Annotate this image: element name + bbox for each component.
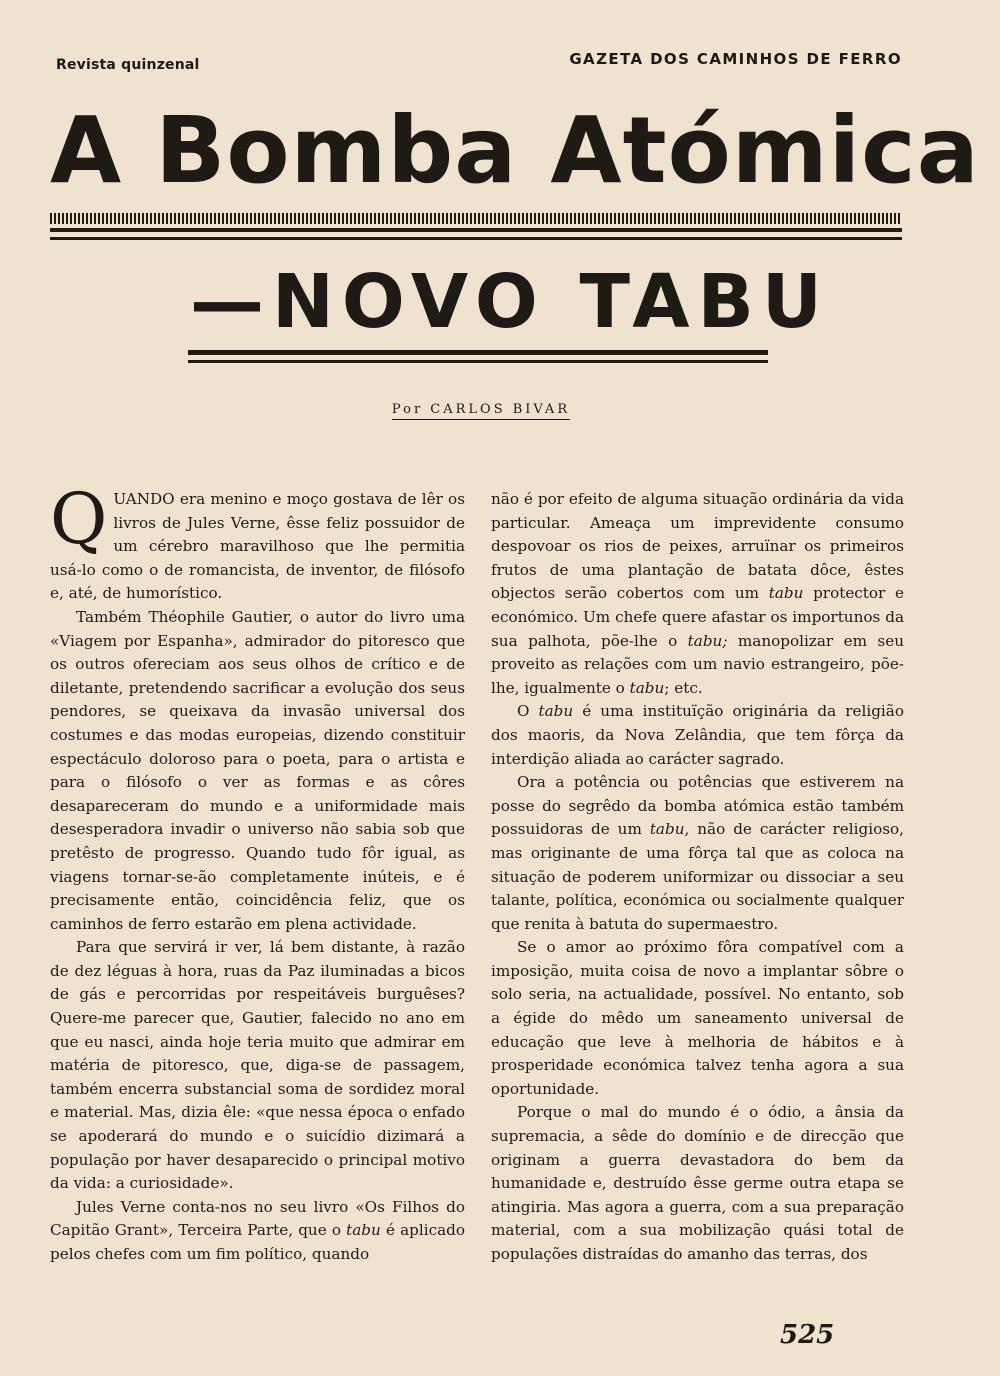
page-number: 525 (780, 1320, 835, 1350)
byline (0, 402, 962, 417)
italic-term: tabu (629, 678, 665, 697)
rule-thick-1 (50, 228, 902, 232)
periodicity-label: Revista quinzenal (56, 57, 200, 73)
paragraph (491, 488, 904, 700)
italic-term: tabu (649, 820, 685, 839)
paragraph (491, 771, 904, 936)
rule-thin-2 (188, 360, 768, 363)
text-run: O (517, 702, 539, 721)
paragraph: Se o amor ao próximo fôra compatível com a imposição, muita coisa de novo a implantar sôbre o solo seria, na actualidade, possível. No entanto, sob a égide do mêdo um saneamento universal de educação que leve à melhoria de hábitos e à prosperidade económica talvez tenha agora a sua oportunidade. (491, 938, 904, 1098)
left-column (50, 478, 466, 1267)
text-run: não é por efeito de alguma situação ordinária da vida particular. Ameaça um imprevidente consumo despovoar os rios de peixes, arruïnar os primeiros frutos de uma plantação de batata dôce, êstes objectos serão cobertos com um (491, 490, 904, 603)
article-title: A Bomba Atómica (50, 97, 980, 204)
drop-cap: Q (50, 478, 108, 560)
text-run: é aplicado pelos chefes com um fim político, quando (50, 1221, 466, 1263)
text-run: é uma instituïção originária da religião dos maoris, da Nova Zelândia, que tem fôrça da interdição aliada ao carácter sagrado. (491, 702, 904, 768)
magazine-name: GAZETA DOS CAMINHOS DE FERRO (569, 50, 902, 68)
italic-term: tabu (538, 702, 574, 721)
hatched-rule (50, 213, 902, 224)
rule-thick-2 (188, 350, 768, 355)
text-run: Ora a potência ou potências que estiverem na posse do segrêdo da bomba atómica estão também possuidoras de um (491, 773, 904, 839)
paragraph (491, 700, 904, 771)
byline-text: Por CARLOS BIVAR (392, 402, 570, 420)
paragraph: Também Théophile Gautier, o autor do livro uma «Viagem por Espanha», admirador do pitoresco que os outros ofereciam aos seus olhos de crítico e de diletante, pretendendo sacrificar a evolução dos seus pendores, se queixava da invasão universal dos costumes e das modas europeias, dizendo constituir espectáculo doloroso para o poeta, para o artista e para o filósofo o ver as formas e as côres desapareceram do mundo e a uniformidade mais desesperadora invadir o universo não sabia sob que pretêsto de progresso. Quando tudo fôr igual, as viagens tornar-se-ão completamente inúteis, e é precisamente então, coincidência feliz, que os caminhos de ferro estarão em plena actividade. (50, 607, 465, 933)
text-run: manopolizar em seu proveito as relações com um navio estrangeiro, põe-lhe, igualmente o (491, 631, 904, 697)
right-column (491, 488, 904, 1267)
italic-term: tabu (346, 1221, 381, 1240)
italic-term: tabu (768, 584, 804, 603)
text-run: , não de carácter religioso, mas originante de uma fôrça tal que as coloca na situação de poderem uniformizar ou dissociar a seu talante, política, económica ou socialmente qualquer que renita à batuta do supermaestro. (491, 820, 904, 933)
text-run: ; etc. (664, 678, 703, 697)
rule-thin-1 (50, 237, 902, 240)
text-run: protector e económico. Um chefe quere afastar os importunos da sua palhota, põe-lhe o (491, 584, 904, 650)
text-run: Jules Verne conta-nos no seu livro «Os Filhos do Capitão Grant», Terceira Parte, que o (50, 1197, 465, 1240)
paragraph: Para que servirá ir ver, lá bem distante, à razão de dez léguas à hora, ruas da Paz iluminadas a bicos de gás e percorridas por respeitáveis burguêses? Quere-me parecer que, Gautier, falecido no ano em que eu nasci, ainda hoje teria muito que admirar em matéria de pitoresco, que, diga-se de passagem, também encerra substancial soma de sordidez moral e material. Mas, dizia êle: «que nessa época o enfado se apoderará do mundo e o suicídio dizimará a população por haver desaparecido o principal motivo da vida: a curiosidade». (50, 938, 465, 1193)
paragraph (50, 478, 465, 606)
paragraph (50, 1196, 465, 1267)
paragraph: Porque o mal do mundo é o ódio, a ânsia da supremacia, a sêde do domínio e de direcção que originam a guerra devastadora do bem da humanidade e, destruído êsse germe outra etapa se atingiria. Mas agora a guerra, com a sua preparação material, com a sua mobilização quási total de populações distraídas do amanho das terras, dos (491, 1103, 904, 1263)
paragraph-text: UANDO era menino e moço gostava de lêr os livros de Jules Verne, êsse feliz possuidor de um cérebro maravilhoso que lhe permitia usá-lo como o de romancista, de inventor, de filósofo e, até, de humorístico. (50, 490, 465, 603)
italic-term: tabu; (687, 631, 728, 650)
article-subtitle: —NOVO TABU (190, 259, 830, 345)
